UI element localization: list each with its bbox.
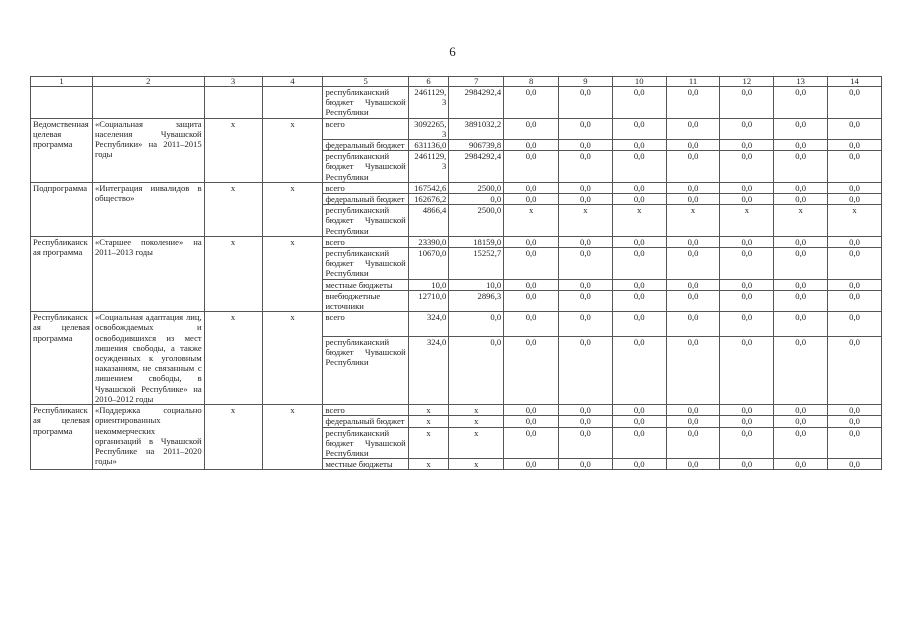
amount-cell: 0,0: [559, 459, 613, 470]
column-3-value: [204, 87, 262, 119]
amount-cell: 3891032,2: [449, 118, 504, 139]
amount-cell: 906739,8: [449, 140, 504, 151]
amount-cell: 0,0: [774, 236, 828, 247]
funding-source: республиканский бюджет Чувашской Республики: [323, 205, 408, 237]
amount-cell: 0,0: [612, 290, 666, 311]
amount-cell: 0,0: [666, 279, 720, 290]
amount-cell: 0,0: [559, 87, 613, 119]
amount-cell: 0,0: [559, 236, 613, 247]
amount-cell: 0,0: [559, 248, 613, 280]
amount-cell: 0,0: [612, 336, 666, 405]
amount-cell: 0,0: [666, 312, 720, 336]
amount-cell: 0,0: [449, 312, 504, 336]
amount-cell: 0,0: [612, 140, 666, 151]
column-3-value: х: [204, 312, 262, 405]
amount-cell: 0,0: [720, 151, 774, 183]
amount-cell: 0,0: [666, 182, 720, 193]
amount-cell: 0,0: [774, 416, 828, 427]
amount-cell: 2896,3: [449, 290, 504, 311]
amount-cell: х: [408, 405, 449, 416]
funding-source: местные бюджеты: [323, 459, 408, 470]
amount-cell: 2500,0: [449, 205, 504, 237]
budget-table: [30, 76, 882, 470]
amount-cell: 0,0: [612, 194, 666, 205]
amount-cell: 0,0: [666, 416, 720, 427]
amount-cell: 0,0: [559, 194, 613, 205]
amount-cell: 0,0: [504, 248, 559, 280]
amount-cell: х: [828, 205, 882, 237]
amount-cell: х: [504, 205, 559, 237]
amount-cell: 167542,6: [408, 182, 449, 193]
column-4-value: [262, 87, 323, 119]
amount-cell: 0,0: [504, 194, 559, 205]
amount-cell: 10670,0: [408, 248, 449, 280]
amount-cell: 0,0: [720, 236, 774, 247]
amount-cell: 2461129,3: [408, 87, 449, 119]
amount-cell: 0,0: [612, 248, 666, 280]
column-3-value: х: [204, 236, 262, 311]
header-row: [31, 77, 882, 87]
amount-cell: 324,0: [408, 312, 449, 336]
amount-cell: 10,0: [449, 279, 504, 290]
column-3-value: х: [204, 118, 262, 182]
amount-cell: 0,0: [504, 140, 559, 151]
amount-cell: 0,0: [504, 405, 559, 416]
amount-cell: 0,0: [720, 427, 774, 459]
amount-cell: 15252,7: [449, 248, 504, 280]
amount-cell: 0,0: [774, 194, 828, 205]
amount-cell: 0,0: [559, 151, 613, 183]
amount-cell: 0,0: [774, 118, 828, 139]
amount-cell: 0,0: [828, 405, 882, 416]
amount-cell: 0,0: [504, 290, 559, 311]
funding-source: всего: [323, 312, 408, 336]
amount-cell: х: [408, 427, 449, 459]
program-type: [31, 87, 93, 119]
column-4-value: х: [262, 118, 323, 182]
funding-source: федеральный бюджет: [323, 194, 408, 205]
amount-cell: 23390,0: [408, 236, 449, 247]
program-name: [92, 87, 204, 119]
amount-cell: 0,0: [559, 405, 613, 416]
amount-cell: 0,0: [774, 151, 828, 183]
amount-cell: 0,0: [612, 405, 666, 416]
amount-cell: 2984292,4: [449, 87, 504, 119]
amount-cell: 0,0: [612, 416, 666, 427]
program-name: «Социальная адаптация лиц, освобождаемых и освободившихся из мест лишения свободы, а также осужденных к уголовным наказаниям, не связанным с лишением свободы, в Чувашской Республике» на 2010–2012 годы: [92, 312, 204, 405]
amount-cell: 0,0: [504, 459, 559, 470]
amount-cell: 4866,4: [408, 205, 449, 237]
column-header: 13: [774, 77, 828, 87]
amount-cell: 0,0: [828, 87, 882, 119]
table-row: [31, 236, 882, 247]
amount-cell: х: [449, 405, 504, 416]
column-4-value: х: [262, 182, 323, 236]
amount-cell: 0,0: [666, 118, 720, 139]
program-type: Республиканская целевая программа: [31, 312, 93, 405]
amount-cell: 0,0: [504, 279, 559, 290]
table-row: [31, 312, 882, 336]
table-row: [31, 87, 882, 119]
column-header: 3: [204, 77, 262, 87]
column-header: 14: [828, 77, 882, 87]
amount-cell: 0,0: [720, 290, 774, 311]
funding-source: федеральный бюджет: [323, 140, 408, 151]
amount-cell: 0,0: [720, 118, 774, 139]
amount-cell: 0,0: [559, 118, 613, 139]
amount-cell: 0,0: [828, 416, 882, 427]
program-type: Ведомственная целевая программа: [31, 118, 93, 182]
column-header: 4: [262, 77, 323, 87]
amount-cell: 0,0: [612, 182, 666, 193]
amount-cell: 12710,0: [408, 290, 449, 311]
funding-source: местные бюджеты: [323, 279, 408, 290]
column-header: 1: [31, 77, 93, 87]
amount-cell: 0,0: [612, 312, 666, 336]
amount-cell: 0,0: [828, 194, 882, 205]
amount-cell: 0,0: [504, 416, 559, 427]
amount-cell: 0,0: [828, 151, 882, 183]
amount-cell: 0,0: [720, 416, 774, 427]
amount-cell: 0,0: [828, 279, 882, 290]
amount-cell: 0,0: [774, 459, 828, 470]
funding-source: федеральный бюджет: [323, 416, 408, 427]
column-3-value: х: [204, 405, 262, 470]
funding-source: внебюджетные источники: [323, 290, 408, 311]
funding-source: всего: [323, 182, 408, 193]
amount-cell: 0,0: [828, 427, 882, 459]
amount-cell: 0,0: [449, 336, 504, 405]
amount-cell: 0,0: [774, 312, 828, 336]
column-header: 11: [666, 77, 720, 87]
program-name: «Поддержка социально ориентированных некоммерческих организаций в Чувашской Республике на 2011–2020 годы»: [92, 405, 204, 470]
amount-cell: 0,0: [666, 87, 720, 119]
amount-cell: 0,0: [828, 248, 882, 280]
amount-cell: 0,0: [559, 182, 613, 193]
amount-cell: 0,0: [720, 194, 774, 205]
column-header: 8: [504, 77, 559, 87]
amount-cell: 0,0: [720, 140, 774, 151]
column-header: 7: [449, 77, 504, 87]
amount-cell: 0,0: [774, 279, 828, 290]
funding-source: республиканский бюджет Чувашской Республики: [323, 336, 408, 405]
amount-cell: 0,0: [828, 459, 882, 470]
amount-cell: 0,0: [449, 194, 504, 205]
program-name: «Старшее поколение» на 2011–2013 годы: [92, 236, 204, 311]
amount-cell: 0,0: [504, 312, 559, 336]
amount-cell: 0,0: [828, 312, 882, 336]
amount-cell: 0,0: [774, 290, 828, 311]
amount-cell: 0,0: [720, 182, 774, 193]
table-row: [31, 405, 882, 416]
amount-cell: 18159,0: [449, 236, 504, 247]
amount-cell: 0,0: [774, 140, 828, 151]
amount-cell: 0,0: [559, 290, 613, 311]
amount-cell: х: [408, 459, 449, 470]
funding-source: республиканский бюджет Чувашской Республики: [323, 151, 408, 183]
amount-cell: 0,0: [666, 336, 720, 405]
funding-source: республиканский бюджет Чувашской Республики: [323, 427, 408, 459]
amount-cell: 0,0: [774, 405, 828, 416]
amount-cell: 0,0: [612, 118, 666, 139]
funding-source: всего: [323, 405, 408, 416]
amount-cell: 0,0: [720, 336, 774, 405]
amount-cell: 631136,0: [408, 140, 449, 151]
amount-cell: 2461129,3: [408, 151, 449, 183]
amount-cell: х: [774, 205, 828, 237]
amount-cell: х: [666, 205, 720, 237]
amount-cell: 162676,2: [408, 194, 449, 205]
funding-source: республиканский бюджет Чувашской Республики: [323, 248, 408, 280]
amount-cell: 0,0: [720, 312, 774, 336]
amount-cell: 0,0: [828, 140, 882, 151]
amount-cell: 2984292,4: [449, 151, 504, 183]
amount-cell: 0,0: [774, 248, 828, 280]
column-header: 2: [92, 77, 204, 87]
amount-cell: 324,0: [408, 336, 449, 405]
column-3-value: х: [204, 182, 262, 236]
amount-cell: 0,0: [720, 279, 774, 290]
funding-source: всего: [323, 118, 408, 139]
amount-cell: 0,0: [504, 236, 559, 247]
amount-cell: х: [612, 205, 666, 237]
amount-cell: 0,0: [504, 427, 559, 459]
table-row: [31, 182, 882, 193]
amount-cell: 0,0: [666, 459, 720, 470]
amount-cell: 0,0: [504, 151, 559, 183]
funding-source: всего: [323, 236, 408, 247]
amount-cell: 0,0: [559, 427, 613, 459]
amount-cell: 10,0: [408, 279, 449, 290]
amount-cell: 0,0: [828, 118, 882, 139]
column-header: 5: [323, 77, 408, 87]
program-type: Республиканская программа: [31, 236, 93, 311]
amount-cell: 0,0: [612, 459, 666, 470]
amount-cell: 0,0: [559, 279, 613, 290]
table-row: [31, 118, 882, 139]
column-4-value: х: [262, 312, 323, 405]
amount-cell: 0,0: [504, 182, 559, 193]
amount-cell: 0,0: [828, 290, 882, 311]
amount-cell: 0,0: [666, 290, 720, 311]
page-number: 6: [449, 44, 456, 59]
amount-cell: 0,0: [666, 427, 720, 459]
program-name: «Социальная защита населения Чувашской Республики» на 2011–2015 годы: [92, 118, 204, 182]
amount-cell: 0,0: [559, 140, 613, 151]
amount-cell: 0,0: [666, 405, 720, 416]
amount-cell: 0,0: [666, 236, 720, 247]
amount-cell: 0,0: [666, 194, 720, 205]
amount-cell: 0,0: [559, 312, 613, 336]
amount-cell: 0,0: [559, 336, 613, 405]
amount-cell: 0,0: [774, 182, 828, 193]
amount-cell: 0,0: [612, 236, 666, 247]
funding-source: республиканский бюджет Чувашской Республики: [323, 87, 408, 119]
amount-cell: х: [449, 427, 504, 459]
program-type: Республиканская целевая программа: [31, 405, 93, 470]
amount-cell: 0,0: [504, 336, 559, 405]
amount-cell: 3092265,3: [408, 118, 449, 139]
column-header: 6: [408, 77, 449, 87]
amount-cell: 0,0: [666, 151, 720, 183]
amount-cell: 0,0: [559, 416, 613, 427]
amount-cell: 2500,0: [449, 182, 504, 193]
amount-cell: 0,0: [774, 427, 828, 459]
amount-cell: 0,0: [720, 405, 774, 416]
amount-cell: 0,0: [666, 140, 720, 151]
amount-cell: х: [449, 416, 504, 427]
column-header: 10: [612, 77, 666, 87]
amount-cell: 0,0: [504, 118, 559, 139]
amount-cell: 0,0: [774, 87, 828, 119]
column-4-value: х: [262, 236, 323, 311]
amount-cell: 0,0: [612, 87, 666, 119]
amount-cell: 0,0: [828, 336, 882, 405]
amount-cell: 0,0: [774, 336, 828, 405]
amount-cell: 0,0: [612, 279, 666, 290]
amount-cell: х: [720, 205, 774, 237]
amount-cell: 0,0: [612, 427, 666, 459]
amount-cell: х: [449, 459, 504, 470]
amount-cell: 0,0: [666, 248, 720, 280]
amount-cell: 0,0: [504, 87, 559, 119]
amount-cell: х: [408, 416, 449, 427]
amount-cell: 0,0: [720, 248, 774, 280]
amount-cell: 0,0: [828, 236, 882, 247]
column-header: 9: [559, 77, 613, 87]
amount-cell: 0,0: [720, 87, 774, 119]
column-header: 12: [720, 77, 774, 87]
program-name: «Интеграция инвалидов в общество»: [92, 182, 204, 236]
amount-cell: 0,0: [720, 459, 774, 470]
program-type: Подпрограмма: [31, 182, 93, 236]
amount-cell: 0,0: [612, 151, 666, 183]
column-4-value: х: [262, 405, 323, 470]
amount-cell: 0,0: [828, 182, 882, 193]
amount-cell: х: [559, 205, 613, 237]
